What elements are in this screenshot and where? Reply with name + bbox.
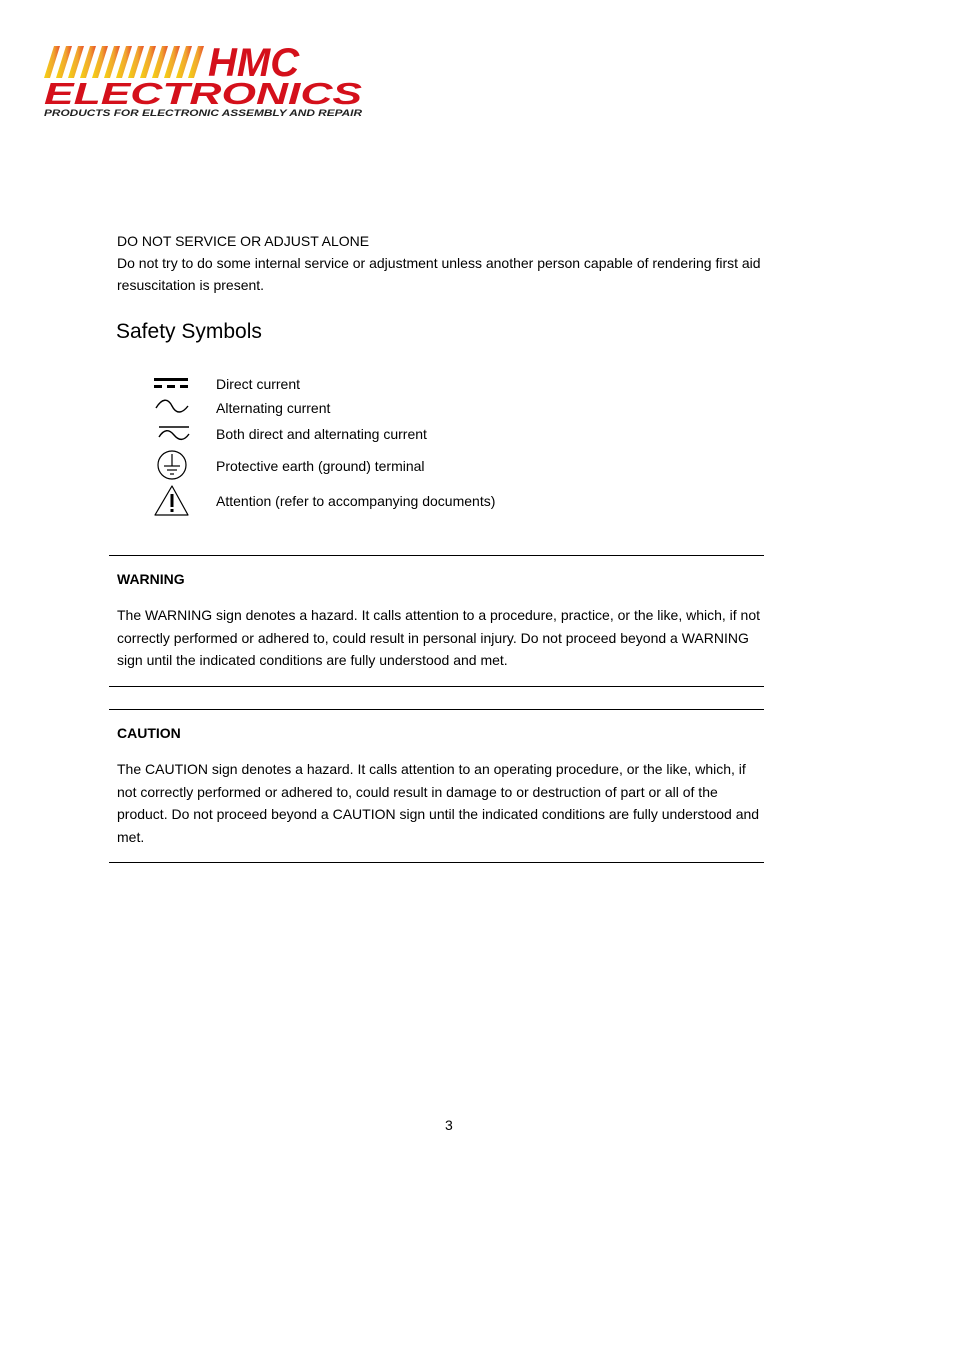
symbol-row-protective-earth xyxy=(150,449,750,481)
symbol-label: Protective earth (ground) terminal xyxy=(216,458,425,474)
caution-title: CAUTION xyxy=(117,725,181,741)
service-warning-block xyxy=(117,230,767,296)
attention-triangle-icon xyxy=(150,484,194,516)
warning-title: WARNING xyxy=(117,571,185,587)
warning-body: The WARNING sign denotes a hazard. It calls attention to a procedure, practice, or the like, which, if not correctly performed or adhered to, could result in personal injury. Do not proceed beyond a WARNING sign until the indicated conditions are fully understood and met. xyxy=(117,607,761,668)
warning-box xyxy=(109,555,764,687)
page-number: 3 xyxy=(445,1117,453,1133)
symbol-label: Alternating current xyxy=(216,400,331,416)
logo-tagline: PRODUCTS FOR ELECTRONIC ASSEMBLY AND REPAIR xyxy=(44,108,363,119)
caution-box xyxy=(109,709,764,863)
service-body: Do not try to do some internal service or adjustment unless another person capable of rendering first aid resuscitation is present. xyxy=(117,255,761,293)
both-current-icon xyxy=(150,418,194,450)
symbol-label: Both direct and alternating current xyxy=(216,426,427,442)
symbol-label: Direct current xyxy=(216,376,301,392)
protective-earth-icon xyxy=(150,449,194,481)
symbol-row-attention xyxy=(150,484,750,516)
symbol-row-both-current xyxy=(150,418,750,450)
logo-hmc-text: HMC xyxy=(208,42,300,85)
logo-electronics-text: ELECTRONICS xyxy=(44,76,363,111)
safety-symbols-heading: Safety Symbols xyxy=(116,320,262,343)
symbol-label: Attention (refer to accompanying documents) xyxy=(216,493,496,509)
caution-body: The CAUTION sign denotes a hazard. It calls attention to an operating procedure, or the like, which, if not correctly performed or adhered to, could result in damage to or destruction of part or all of the product. Do not proceed beyond a CAUTION sign until the indicated conditions are fully understood and met. xyxy=(117,761,760,845)
hmc-electronics-logo xyxy=(42,42,366,120)
service-title: DO NOT SERVICE OR ADJUST ALONE xyxy=(117,233,370,249)
